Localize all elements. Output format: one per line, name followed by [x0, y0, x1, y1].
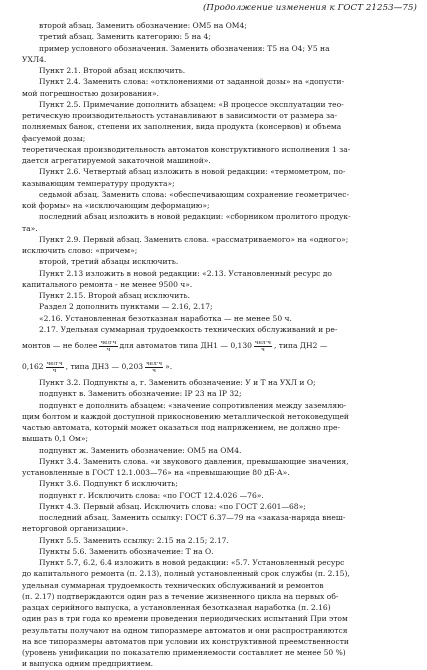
- text-line: Пункт 2.6. Четвертый абзац изложить в новой редакции: «термометром, по-: [39, 167, 346, 177]
- text-line: Пункт 3.2. Подпункты а, г. Заменить обозначение: У и Т на УХЛ и О;: [39, 378, 316, 387]
- text-line: Раздел 2 дополнить пунктами — 2.16, 2.17;: [39, 302, 213, 312]
- running-header: (Продолжение изменения к ГОСТ 21253—75): [202, 3, 417, 13]
- text-line: 2.17. Удельная суммарная трудоемкость технических обслуживаний и ре-: [39, 324, 338, 334]
- text-line: третий абзац. Заменить категорию: 5 на 4;: [39, 32, 211, 42]
- text-line: подпункт в. Заменить обозначение: IP 23 на IP 32;: [39, 389, 242, 399]
- text-line: Пункт 4.3. Первый абзац. Исключить слова: «по ГОСТ 2.601—68»;: [39, 501, 306, 511]
- text-line: подпункт г. Исключить слова: «по ГОСТ 12.4.026 —76».: [39, 490, 264, 500]
- unit-fraction: [254, 340, 272, 353]
- fraction-numerator: чел·ч: [46, 360, 63, 367]
- fraction-numerator: чел·ч: [146, 360, 163, 367]
- fraction-numerator: чел·ч: [100, 339, 117, 346]
- formula-text: 0,162: [22, 362, 44, 372]
- unit-fraction: [145, 361, 163, 374]
- text-line: Пункт 2.9. Первый абзац. Заменить слова. «рассматриваемого» на «одного»;: [39, 234, 349, 244]
- fraction-denominator: ч: [52, 367, 57, 374]
- text-line: Пункт 2.1. Второй абзац исключить.: [39, 66, 186, 75]
- formula-text: , типа ДН2 —: [273, 341, 328, 351]
- fraction-denominator: ч: [261, 346, 265, 353]
- text-line: установленные в ГОСТ 12.1.003—76» на «превышающие 80 дБ·А».: [22, 468, 290, 477]
- unit-fraction: [99, 340, 117, 353]
- text-line: седьмой абзац. Заменить слова: «обеспечивающим сохранение геометричес-: [39, 189, 350, 199]
- text-line: дается агрегатируемой закаточной машиной».: [22, 156, 211, 165]
- unit-fraction: [46, 361, 64, 374]
- fraction-denominator: ч: [152, 367, 156, 374]
- text-line: последний абзац. Заменить ссылку: ГОСТ 6.37—79 на «заказа-наряда внеш-: [39, 513, 346, 522]
- text-line: вышать 0,1 Ом»;: [22, 434, 89, 444]
- formula-line-1: [22, 335, 414, 357]
- text-line: Пункт 3.6. Подпункт б исключить;: [39, 479, 178, 489]
- text-line: результаты получают на одном типоразмере автоматов и они распространяются: [22, 625, 348, 635]
- text-line: полняемых банок, степени их заполнения, вида продукта (консервов) и объема: [22, 122, 342, 132]
- text-line: неторговой организации».: [22, 524, 129, 534]
- formula-line-2: [22, 357, 414, 377]
- text-line: кой формы» на «исключающим деформацию»;: [22, 201, 210, 210]
- text-line: второй абзац. Заменить обозначение: ОМ5 на ОМ4;: [39, 21, 247, 30]
- text-line: подпункт е дополнить абзацем: «значение сопротивления между заземляю-: [39, 400, 347, 410]
- text-line: и выпуска одним предприятием.: [22, 659, 154, 669]
- document-body: [22, 20, 414, 670]
- text-line: Пункт 3.4. Заменить слова. «и звукового давления, превышающие значения,: [39, 456, 349, 466]
- fraction-numerator: чел·ч: [254, 339, 271, 346]
- text-line: удельная суммарная трудоемкость технических обслуживаний и ремонтов: [22, 580, 324, 590]
- text-line: Пункт 2.5. Примечание дополнить абзацем: «В процессе эксплуатации тео-: [39, 99, 344, 109]
- text-line: исключить слово: «причем»;: [22, 246, 138, 255]
- text-line: ретическую производительность устанавливают в зависимости от размера за-: [22, 111, 338, 120]
- text-line: Пункт 2.13 изложить в новой редакции: «2.13. Установленный ресурс до: [39, 268, 332, 278]
- text-line: «2.16. Установленная безотказная наработка — не менее 50 ч.: [39, 313, 292, 323]
- formula-text: для автоматов типа ДН1 — 0,130: [119, 341, 252, 351]
- text-line: до капитального ремонта (п. 2.13), полный установленный срок службы (п. 2.15),: [22, 569, 350, 579]
- fraction-denominator: ч: [106, 346, 111, 353]
- text-line: один раз в три года ко времени проведения периодических испытаний При этом: [22, 614, 348, 624]
- text-line: (п. 2.17) подтверждаются один раз в течение жизненного цикла на первых об-: [22, 591, 339, 601]
- text-line: (уровень унификации по показателю применяемости составляет не менее 50 %): [22, 648, 346, 657]
- text-line: пример условного обозначения. Заменить обозначения: Т5 на О4; У5 на: [39, 43, 330, 53]
- text-line: теоретическая производительность автоматов конструктивного исполнения 1 за-: [22, 144, 351, 154]
- text-line: щим болтом и каждой доступной прикосновению металлической нетоковедущей: [22, 411, 349, 421]
- text-line: Пункты 5.6. Заменить обозначение: Т на О.: [39, 546, 214, 556]
- text-line: казывающим температуру продукта»;: [22, 178, 175, 188]
- text-line: частью автомата, который может оказаться под напряжением, не должно пре-: [22, 423, 341, 432]
- text-line: мой погрешностью дозирования».: [22, 88, 160, 98]
- formula-text: ».: [165, 362, 173, 372]
- text-line: Пункт 5.5. Заменить ссылку: 2.15 на 2.15; 2.17.: [39, 535, 229, 545]
- text-line: капитального ремонта - не менее 9500 ч».: [22, 279, 193, 289]
- text-line: подпункт ж. Заменить обозначение: ОМ5 на ОМ4.: [39, 445, 242, 455]
- text-line: Пункт 2.15. Второй абзац исключить.: [39, 291, 190, 300]
- text-line: та».: [22, 223, 38, 233]
- text-line: последний абзац изложить в новой редакции: «сборником пролитого продук-: [39, 212, 351, 222]
- text-line: фасуемой дозы;: [22, 133, 86, 143]
- text-line: Пункт 2.4. Заменить слова: «отклонениями от заданной дозы» на «допусти-: [39, 77, 345, 87]
- formula-text: монтов — не более: [22, 341, 98, 351]
- text-line: УХЛ4.: [22, 54, 47, 64]
- text-line: разцах серийного выпуска, а установленная безотказная наработка (п. 2.16): [22, 603, 331, 612]
- formula-text: , типа ДН3 — 0,203: [65, 362, 144, 372]
- text-line: на все типоразмеры автоматов при условии их конструктивной преемственности: [22, 636, 349, 646]
- text-line: Пункт 5.7, 6.2, 6.4 изложить в новой редакции: «5.7. Установленный ресурс: [39, 558, 345, 567]
- text-line: второй, третий абзацы исключить.: [39, 257, 179, 267]
